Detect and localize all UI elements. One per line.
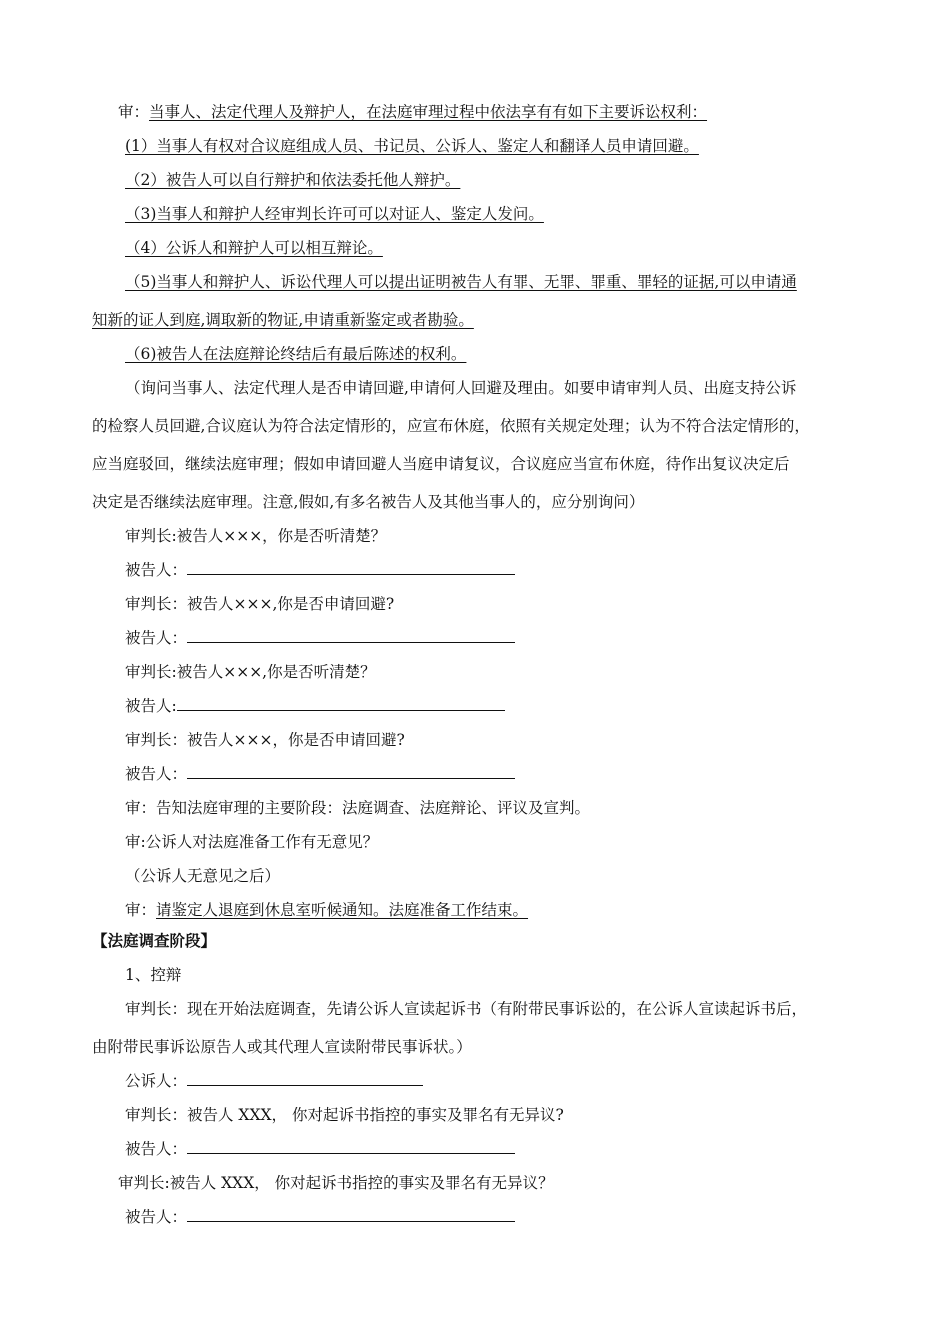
speaker-label: 审： bbox=[125, 901, 157, 919]
judge-question-5: 审判长：被告人 XXX， 你对起诉书指控的事实及罪名有无异议? bbox=[125, 1106, 564, 1124]
judge-question-1: 审判长:被告人×××，你是否听清楚？ bbox=[125, 527, 387, 545]
defendant-answer-5 bbox=[125, 1138, 515, 1160]
answer-blank bbox=[177, 696, 505, 711]
investigation-intro-line1: 审判长：现在开始法庭调查，先请公诉人宣读起诉书（有附带民事诉讼的，在公诉人宣读起诉书后， bbox=[125, 1000, 808, 1018]
preparation-end-text: 请鉴定人退庭到休息室听候通知。法庭准备工作结束。 bbox=[156, 901, 529, 919]
right-item-5-line1: （5)当事人和辩护人、诉讼代理人可以提出证明被告人有罪、无罪、罪重、罪轻的证据,可以申请通 bbox=[125, 273, 797, 291]
prosecutor-label: 公诉人： bbox=[125, 1072, 188, 1090]
defendant-answer-6 bbox=[125, 1206, 515, 1228]
prosecutor-answer bbox=[125, 1070, 423, 1092]
right-item-4: （4）公诉人和辩护人可以相互辩论。 bbox=[125, 239, 383, 257]
defendant-label: 被告人： bbox=[125, 561, 188, 579]
defendant-label: 被告人： bbox=[125, 765, 188, 783]
answer-blank bbox=[187, 628, 515, 643]
right-item-2: （2）被告人可以自行辩护和依法委托他人辩护。 bbox=[125, 171, 461, 189]
defendant-answer-2 bbox=[125, 627, 515, 649]
prosecutor-question: 审:公诉人对法庭准备工作有无意见？ bbox=[125, 833, 379, 851]
prosecutor-no-objection: （公诉人无意见之后） bbox=[125, 867, 281, 885]
defendant-label: 被告人： bbox=[125, 629, 188, 647]
judge-question-3: 审判长:被告人×××,你是否听清楚？ bbox=[125, 663, 376, 681]
investigation-intro-line2: 由附带民事诉讼原告人或其代理人宣读附带民事诉状。） bbox=[92, 1038, 472, 1056]
recusal-note-line3: 应当庭驳回，继续法庭审理；假如申请回避人当庭申请复议，合议庭应当宣布休庭，待作出复议决定后 bbox=[92, 455, 790, 473]
answer-blank bbox=[187, 1207, 515, 1222]
judge-question-4: 审判长：被告人×××，你是否申请回避? bbox=[125, 731, 405, 749]
right-item-3: （3)当事人和辩护人经审判长许可可以对证人、鉴定人发问。 bbox=[125, 205, 544, 223]
defendant-answer-4 bbox=[125, 763, 515, 785]
answer-blank bbox=[187, 1139, 515, 1154]
preparation-end bbox=[125, 899, 528, 921]
right-item-5-line2: 知新的证人到庭,调取新的物证,申请重新鉴定或者勘验。 bbox=[92, 311, 474, 329]
recusal-note-line1: （询问当事人、法定代理人是否申请回避,申请何人回避及理由。如要申请审判人员、出庭支持公诉 bbox=[125, 379, 797, 397]
recusal-note-line2: 的检察人员回避,合议庭认为符合法定情形的，应宣布休庭，依照有关规定处理；认为不符合法定情形的， bbox=[92, 417, 810, 435]
trial-stages-statement: 审：告知法庭审理的主要阶段：法庭调查、法庭辩论、评议及宣判。 bbox=[125, 799, 591, 817]
judge-question-6: 审判长:被告人 XXX， 你对起诉书指控的事实及罪名有无异议？ bbox=[118, 1174, 554, 1192]
answer-blank bbox=[187, 560, 515, 575]
rights-intro bbox=[118, 101, 707, 123]
subsection-title: 1、控辩 bbox=[125, 966, 182, 984]
judge-question-2: 审判长：被告人×××,你是否申请回避? bbox=[125, 595, 395, 613]
defendant-label: 被告人： bbox=[125, 1140, 188, 1158]
defendant-label: 被告人: bbox=[125, 697, 177, 715]
speaker-label: 审： bbox=[118, 103, 150, 121]
defendant-answer-3 bbox=[125, 695, 505, 717]
recusal-note-line4: 决定是否继续法庭审理。注意,假如,有多名被告人及其他当事人的，应分别询问） bbox=[92, 493, 645, 511]
right-item-1: (1）当事人有权对合议庭组成人员、书记员、公诉人、鉴定人和翻译人员申请回避。 bbox=[125, 137, 699, 155]
defendant-answer-1 bbox=[125, 559, 515, 581]
answer-blank bbox=[187, 1071, 423, 1086]
rights-intro-text: 当事人、法定代理人及辩护人，在法庭审理过程中依法享有有如下主要诉讼权利： bbox=[149, 103, 708, 121]
right-item-6: （6)被告人在法庭辩论终结后有最后陈述的权利。 bbox=[125, 345, 467, 363]
answer-blank bbox=[187, 764, 515, 779]
defendant-label: 被告人： bbox=[125, 1208, 188, 1226]
section-heading: 【法庭调查阶段】 bbox=[92, 932, 217, 950]
